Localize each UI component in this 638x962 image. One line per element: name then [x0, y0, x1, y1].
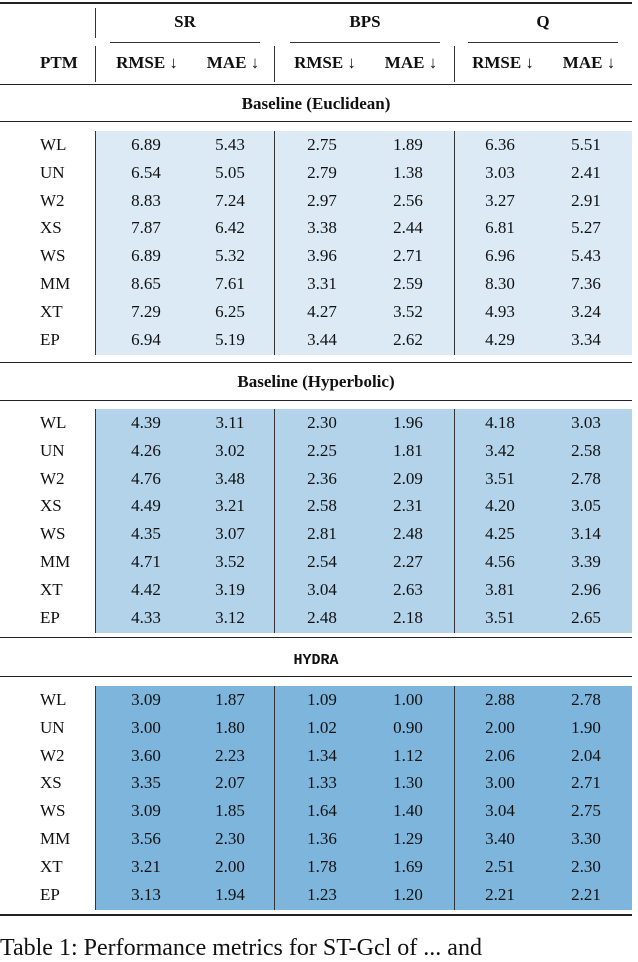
value-cell: 3.51 — [485, 468, 515, 488]
table-row — [0, 882, 632, 910]
value-cell: 2.96 — [571, 579, 601, 599]
value-cell: 2.81 — [307, 524, 337, 544]
ptm-cell: WL — [40, 690, 67, 709]
value-cell: 1.00 — [393, 690, 423, 709]
value-cell: 8.30 — [485, 274, 515, 293]
table-row — [0, 826, 632, 854]
metric-header: MAE ↓ — [206, 53, 260, 72]
value-cell: 3.30 — [571, 829, 601, 848]
value-cell: 3.09 — [131, 690, 161, 709]
ptm-cell: WS — [40, 801, 66, 821]
header-rule — [0, 84, 632, 85]
table-row — [0, 493, 632, 521]
value-cell: 4.76 — [131, 468, 161, 488]
value-cell: 6.25 — [215, 301, 245, 321]
ptm-cell: MM — [40, 274, 71, 293]
table-caption: Table 1: Performance metrics for ST-Gcl of ... and — [0, 935, 482, 961]
table-row — [0, 188, 632, 216]
value-cell: 2.65 — [571, 607, 601, 627]
value-cell: 1.38 — [393, 162, 423, 182]
ptm-cell: MM — [40, 552, 71, 571]
value-cell: 3.00 — [485, 773, 515, 793]
value-cell: 6.36 — [485, 135, 515, 154]
value-cell: 3.81 — [485, 579, 515, 599]
value-cell: 3.19 — [215, 579, 245, 599]
value-cell: 3.34 — [571, 329, 601, 349]
ptm-cell: UN — [40, 440, 65, 460]
value-cell: 2.48 — [393, 524, 423, 544]
value-cell: 3.24 — [571, 301, 601, 321]
value-cell: 3.40 — [485, 829, 515, 848]
value-cell: 2.30 — [215, 829, 245, 848]
table-row — [0, 299, 632, 327]
value-cell: 1.90 — [571, 717, 601, 737]
ptm-cell: EP — [40, 607, 60, 627]
value-cell: 2.41 — [571, 162, 601, 182]
value-cell: 1.64 — [307, 801, 337, 821]
value-cell: 2.21 — [485, 884, 515, 904]
value-cell: 3.00 — [131, 717, 161, 737]
value-cell: 2.71 — [393, 246, 423, 266]
ptm-cell: XT — [40, 856, 63, 876]
ptm-cell: XT — [40, 579, 63, 599]
value-cell: 3.60 — [131, 745, 161, 765]
value-cell: 2.07 — [215, 773, 245, 793]
value-cell: 3.11 — [215, 413, 245, 432]
value-cell: 3.51 — [485, 607, 515, 627]
metric-header: RMSE ↓ — [472, 53, 534, 72]
value-cell: 1.40 — [393, 801, 423, 821]
value-cell: 3.02 — [215, 440, 245, 460]
value-cell: 1.30 — [393, 773, 423, 793]
value-cell: 5.27 — [571, 218, 601, 238]
value-cell: 1.81 — [393, 440, 423, 460]
section-rule — [0, 121, 632, 122]
table-row — [0, 438, 632, 466]
value-cell: 1.02 — [307, 717, 337, 737]
value-cell: 3.03 — [571, 413, 601, 432]
value-cell: 3.04 — [485, 801, 515, 821]
value-cell: 3.38 — [307, 218, 337, 238]
value-cell: 5.43 — [215, 135, 245, 154]
value-cell: 2.31 — [393, 496, 423, 516]
value-cell: 2.97 — [307, 190, 337, 210]
table-row — [0, 466, 632, 494]
value-cell: 4.35 — [131, 524, 161, 544]
value-cell: 7.61 — [215, 274, 245, 293]
value-cell: 1.33 — [307, 773, 337, 793]
value-cell: 3.04 — [307, 579, 337, 599]
value-cell: 2.58 — [571, 440, 601, 460]
value-cell: 2.18 — [393, 607, 423, 627]
value-cell: 1.12 — [393, 745, 423, 765]
table-row — [0, 770, 632, 798]
value-cell: 1.89 — [393, 135, 423, 154]
value-cell: 3.52 — [215, 552, 245, 571]
value-cell: 7.36 — [571, 274, 601, 293]
value-cell: 2.30 — [571, 856, 601, 876]
table-row — [0, 215, 632, 243]
metric-header: RMSE ↓ — [116, 53, 178, 72]
value-cell: 3.12 — [215, 607, 245, 627]
section-title-hydra: HYDRA — [293, 652, 339, 669]
section-rule — [0, 676, 632, 677]
value-cell: 6.54 — [131, 162, 161, 182]
value-cell: 2.48 — [307, 607, 337, 627]
ptm-cell: WS — [40, 246, 66, 266]
value-cell: 2.21 — [571, 884, 601, 904]
ptm-cell: WS — [40, 524, 66, 544]
table-row — [0, 743, 632, 771]
value-cell: 1.94 — [215, 884, 245, 904]
value-cell: 2.54 — [307, 552, 337, 571]
value-cell: 6.96 — [485, 246, 515, 266]
value-cell: 1.85 — [215, 801, 245, 821]
group-header-sr: SR — [174, 12, 196, 31]
value-cell: 2.23 — [215, 745, 245, 765]
value-cell: 3.27 — [485, 190, 515, 210]
value-cell: 3.96 — [307, 246, 337, 266]
group-underline-q — [468, 42, 618, 43]
ptm-cell: W2 — [40, 745, 65, 765]
value-cell: 6.42 — [215, 218, 245, 238]
value-cell: 5.19 — [215, 329, 245, 349]
value-cell: 3.21 — [131, 856, 161, 876]
value-cell: 4.93 — [485, 301, 515, 321]
value-cell: 4.26 — [131, 440, 161, 460]
value-cell: 4.39 — [131, 413, 161, 432]
table-row — [0, 271, 632, 299]
value-cell: 2.00 — [485, 717, 515, 737]
value-cell: 1.69 — [393, 856, 423, 876]
column-separator — [95, 46, 96, 82]
value-cell: 2.79 — [307, 162, 337, 182]
value-cell: 2.78 — [571, 468, 601, 488]
table-row — [0, 243, 632, 271]
ptm-cell: XS — [40, 496, 62, 516]
ptm-cell: WL — [40, 413, 67, 432]
value-cell: 4.33 — [131, 607, 161, 627]
metric-header: RMSE ↓ — [294, 53, 356, 72]
table-row — [0, 798, 632, 826]
value-cell: 3.35 — [131, 773, 161, 793]
value-cell: 4.18 — [485, 413, 515, 432]
section-title-euclidean: Baseline (Euclidean) — [241, 94, 391, 113]
value-cell: 3.21 — [215, 496, 245, 516]
value-cell: 3.09 — [131, 801, 161, 821]
ptm-cell: MM — [40, 829, 71, 848]
value-cell: 4.49 — [131, 496, 161, 516]
value-cell: 1.20 — [393, 884, 423, 904]
table-row — [0, 521, 632, 549]
value-cell: 5.05 — [215, 162, 245, 182]
value-cell: 3.44 — [307, 329, 337, 349]
value-cell: 2.27 — [393, 552, 423, 571]
bottom-rule — [0, 914, 632, 916]
value-cell: 1.78 — [307, 856, 337, 876]
value-cell: 2.71 — [571, 773, 601, 793]
value-cell: 1.23 — [307, 884, 337, 904]
value-cell: 4.56 — [485, 552, 515, 571]
value-cell: 3.13 — [131, 884, 161, 904]
value-cell: 2.88 — [485, 690, 515, 709]
value-cell: 2.91 — [571, 190, 601, 210]
metric-header: MAE ↓ — [384, 53, 438, 72]
value-cell: 8.65 — [131, 274, 161, 293]
value-cell: 5.51 — [571, 135, 601, 154]
value-cell: 6.94 — [131, 329, 161, 349]
value-cell: 3.07 — [215, 524, 245, 544]
table-row — [0, 549, 632, 577]
value-cell: 2.78 — [571, 690, 601, 709]
table-row — [0, 410, 632, 438]
value-cell: 7.87 — [131, 218, 161, 238]
column-separator — [454, 46, 455, 82]
value-cell: 2.00 — [215, 856, 245, 876]
value-cell: 1.96 — [393, 413, 423, 432]
value-cell: 2.63 — [393, 579, 423, 599]
value-cell: 2.36 — [307, 468, 337, 488]
value-cell: 2.04 — [571, 745, 601, 765]
group-underline-bps — [290, 42, 440, 43]
ptm-cell: XT — [40, 301, 63, 321]
section-title-hyperbolic: Baseline (Hyperbolic) — [237, 372, 395, 391]
ptm-cell: EP — [40, 884, 60, 904]
group-header-q: Q — [536, 12, 550, 31]
value-cell: 3.05 — [571, 496, 601, 516]
ptm-cell: UN — [40, 717, 65, 737]
value-cell: 6.81 — [485, 218, 515, 238]
value-cell: 4.20 — [485, 496, 515, 516]
group-underline-sr — [110, 42, 260, 43]
value-cell: 1.34 — [307, 745, 337, 765]
value-cell: 1.09 — [307, 690, 337, 709]
value-cell: 1.87 — [215, 690, 245, 709]
section-rule — [0, 637, 632, 638]
value-cell: 7.24 — [215, 190, 245, 210]
value-cell: 2.56 — [393, 190, 423, 210]
value-cell: 4.25 — [485, 524, 515, 544]
value-cell: 1.29 — [393, 829, 423, 848]
value-cell: 2.44 — [393, 218, 423, 238]
top-rule — [0, 2, 632, 4]
value-cell: 2.25 — [307, 440, 337, 460]
table-row — [0, 605, 632, 633]
value-cell: 3.14 — [571, 524, 601, 544]
value-cell: 3.42 — [485, 440, 515, 460]
value-cell: 4.42 — [131, 579, 161, 599]
ptm-cell: XS — [40, 773, 62, 793]
section-rule — [0, 362, 632, 363]
ptm-header: PTM — [40, 53, 78, 72]
value-cell: 6.89 — [131, 246, 161, 266]
value-cell: 3.56 — [131, 829, 161, 848]
value-cell: 4.27 — [307, 301, 337, 321]
metric-header: MAE ↓ — [562, 53, 616, 72]
value-cell: 3.48 — [215, 468, 245, 488]
value-cell: 3.39 — [571, 552, 601, 571]
value-cell: 0.90 — [393, 717, 423, 737]
table-row — [0, 327, 632, 355]
value-cell: 2.58 — [307, 496, 337, 516]
value-cell: 5.32 — [215, 246, 245, 266]
table-row — [0, 160, 632, 188]
value-cell: 4.71 — [131, 552, 161, 571]
value-cell: 2.51 — [485, 856, 515, 876]
value-cell: 3.52 — [393, 301, 423, 321]
table-row — [0, 854, 632, 882]
value-cell: 5.43 — [571, 246, 601, 266]
ptm-cell: WL — [40, 135, 67, 154]
value-cell: 6.89 — [131, 135, 161, 154]
group-header-bps: BPS — [349, 12, 381, 31]
value-cell: 3.31 — [307, 274, 337, 293]
value-cell: 1.36 — [307, 829, 337, 848]
ptm-cell: EP — [40, 329, 60, 349]
value-cell: 1.80 — [215, 717, 245, 737]
value-cell: 2.75 — [571, 801, 601, 821]
column-separator — [274, 46, 275, 82]
value-cell: 2.30 — [307, 413, 337, 432]
table-row — [0, 132, 632, 160]
value-cell: 2.75 — [307, 135, 337, 154]
value-cell: 2.06 — [485, 745, 515, 765]
column-separator — [95, 8, 96, 38]
table-row — [0, 577, 632, 605]
value-cell: 2.59 — [393, 274, 423, 293]
value-cell: 8.83 — [131, 190, 161, 210]
table-row — [0, 687, 632, 715]
value-cell: 2.09 — [393, 468, 423, 488]
ptm-cell: XS — [40, 218, 62, 238]
section-rule — [0, 400, 632, 401]
value-cell: 4.29 — [485, 329, 515, 349]
ptm-cell: W2 — [40, 468, 65, 488]
value-cell: 3.03 — [485, 162, 515, 182]
value-cell: 2.62 — [393, 329, 423, 349]
ptm-cell: W2 — [40, 190, 65, 210]
value-cell: 7.29 — [131, 301, 161, 321]
ptm-cell: UN — [40, 162, 65, 182]
table-row — [0, 715, 632, 743]
